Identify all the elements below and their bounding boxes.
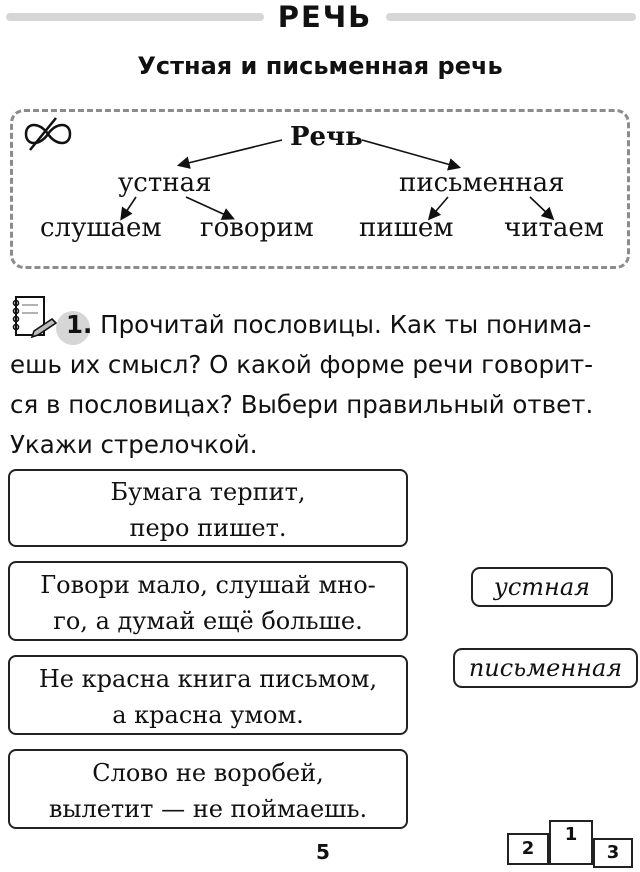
scheme-read-word: читаем [504,213,605,243]
exercise-line-4: Укажи стрелочкой. [10,430,258,459]
exercise-line-3: ся в пословицах? Выбери правильный ответ. [10,390,594,419]
exercise-line-1: Прочитай пословицы. Как ты понима- [100,310,592,339]
proverb-line: вылетит — не поймаешь. [48,795,368,823]
proverb-card[interactable] [8,469,408,547]
page-subtitle: Устная и письменная речь [137,52,503,80]
level-box-2: 2 [507,833,549,865]
scheme-listen-word: слушаем [40,213,162,243]
proverb-line: Слово не воробей, [92,759,324,787]
arrow-root-written [362,140,458,167]
answer-option-oral[interactable]: устная [471,567,613,607]
page-number: 5 [316,840,330,864]
exercise-text [10,305,638,465]
scheme-write-word: пишем [359,213,454,243]
scheme-written-word: письменная [399,168,565,198]
proverb-card[interactable] [8,749,408,829]
proverb-line: а красна умом. [112,701,304,729]
proverb-line: Говори мало, слушай мно- [40,571,376,599]
proverb-card[interactable] [8,561,408,641]
level-box-1: 1 [549,820,593,865]
proverb-card[interactable] [8,655,408,735]
arrow-root-oral [180,140,282,165]
scheme-root-word: Речь [290,122,363,152]
scheme-speak-word: говорим [200,213,314,243]
proverb-line: го, а думай ещё больше. [53,607,363,635]
answer-option-written[interactable]: письменная [453,648,638,688]
proverb-line: Не красна книга письмом, [38,665,378,693]
exercise-number: 1. [66,310,93,339]
infinity-icon [26,118,70,150]
scheme-oral-word: устная [118,168,212,198]
exercise-line-2: ешь их смысл? О какой форме речи говорит- [10,350,594,379]
proverb-line: Бумага терпит, [110,478,306,506]
level-box-3: 3 [593,838,633,868]
section-title: РЕЧЬ [277,0,373,34]
proverb-line: перо пишет. [129,514,287,542]
